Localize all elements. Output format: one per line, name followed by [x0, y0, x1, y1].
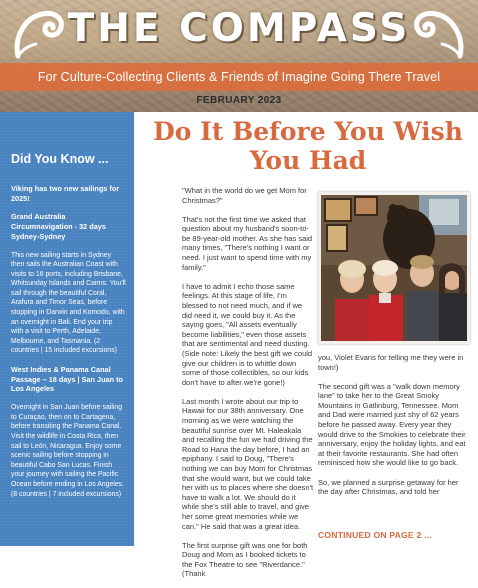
sidebar-paragraph: This new sailing starts in Sydney then sails the Australian Coast with visits to 16 ports, including Brisbane, Whitsunday Islands and Cairns. You'll sail through the beautiful Coral, Arafura and Timor Seas, before stopping in Darwin and Komodo, with an overnight in Bali. End your trip with a visit to Perth, Adelaide, Melbourne, and Tasmania. (2 countries | 15 included excursions) [11, 251, 126, 355]
article-paragraph: you, Violet Evans for telling me they were in town!) [318, 353, 464, 372]
issue-date: FEBRUARY 2023 [196, 95, 282, 106]
article-column-2 [318, 353, 470, 506]
article-paragraph: Last month I wrote about our trip to Hawaii for our 38th anniversary. One morning as we were watching the beautiful sunrise over Mt. Haleakala and recalling the fun we had driving the Road to Hana the day before, I had an epiphany. I said to Doug, "There's nothing we can buy Mom for Christmas that she would want, but we could take her with us to places where she doesn't have to walk a lot. We should do it while she's still able to travel, and give her some great memories while we can." He said that was a great idea. [182, 396, 314, 531]
article-paragraph: The first surprise gift was one for both Doug and Mom as I booked tickets to the Fox Theatre to see "Riverdance." (Thank [182, 540, 308, 579]
family-photo [318, 192, 470, 344]
tagline-bar [0, 63, 478, 91]
article-paragraph: "What in the world do we get Mom for Christmas?" [182, 186, 307, 205]
tagline: For Culture-Collecting Clients & Friends of Imagine Going There Travel [37, 70, 441, 84]
masthead-title: THE COMPASS [67, 6, 411, 51]
continued-link[interactable]: CONTINUED ON PAGE 2 ... [318, 530, 432, 540]
article-paragraph: So, we planned a surprise getaway for her the day after Christmas, and told her [318, 477, 459, 497]
article-paragraph: The second gift was a "walk down memory lane" to take her to the Great Smoky Mountains in Gatlinburg, Tennessee. Mom and Dad were married just shy of 62 years before he passed away. Every year they would drive to the Smokies to celebrate their anniversary, enjoy the holiday lights, and eat at their favorite restaurants. She had often reminisced how she would like to go back. [318, 381, 466, 468]
article-column-1 [182, 186, 314, 588]
sidebar-subheading: Grand Australia Circumnavigation - 32 days Sydney-Sydney [11, 212, 106, 241]
sidebar-paragraph: Overnight in San Juan before sailing to Curaçao, then on to Cartagena, before transiting the Panama Canal. Visit the wildlife in Costa Rica, then sail to León, Nicaragua. Enjoy some scenic sailing before stopping in beautiful Cabo San Lucas. Finish your journey with sailing the Pacific Ocean before ending in Los Angeles. (8 countries | 7 included excursions) [11, 404, 125, 498]
article-paragraph: That's not the first time we asked that question about my husband's soon-to-be 89-year-old mother. As she has said many times, "There's nothing I want or need. I just want to spend time with my family." [182, 214, 313, 272]
article-paragraph: I have to admit I echo those same feelings. At this stage of life, I'm blessed to not need much, and if we did need it, we could buy it. As the saying goes, "All assets eventually become liabilities," even those assets that are sentimental and need dusting. (Side note: Likely the best gift we could give our children is to whittle down some of those collectibles, so our kids don't have to after we're gone!) [182, 281, 313, 387]
masthead [0, 0, 478, 112]
sidebar-paragraph: Viking has two new sailings for 2025! [11, 184, 120, 203]
did-you-know-sidebar [0, 112, 134, 546]
sidebar-heading: Did You Know ... [11, 152, 109, 166]
sidebar-subheading: West Indies & Panama Canal Passage – 18 days | San Juan to Los Angeles [11, 365, 123, 394]
article-headline: Do It Before You Wish You Had [153, 117, 463, 175]
